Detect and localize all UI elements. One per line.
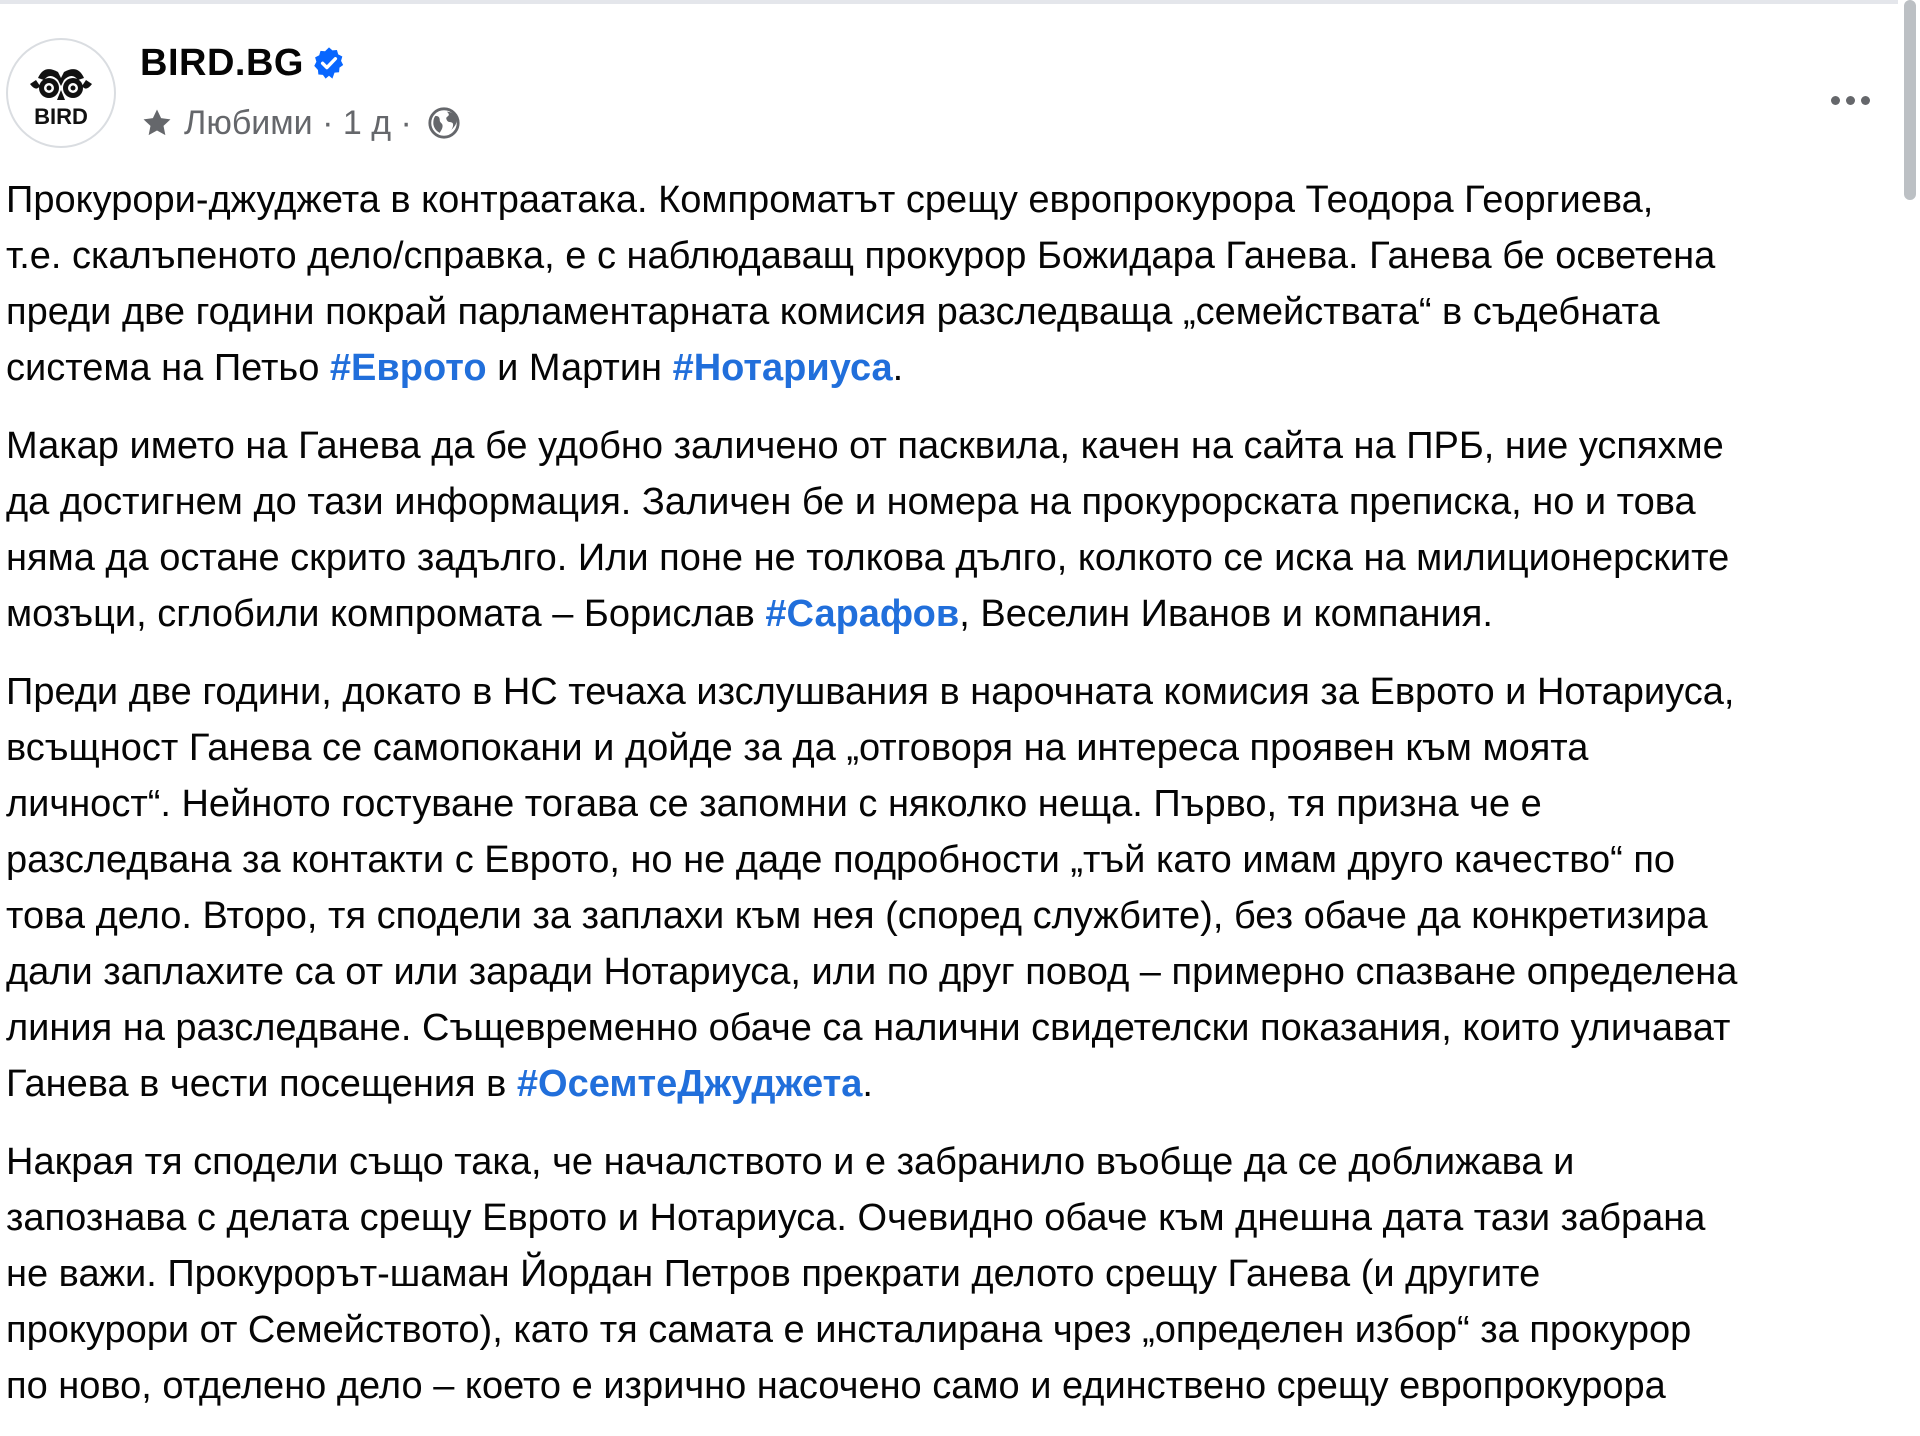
text-line: няма да остане скрито задълго. Или поне не толкова дълго, колкото се иска на милиционерските xyxy=(6,537,1730,579)
page-name-link[interactable]: BIRD.BG xyxy=(140,42,304,84)
text-line: Прокурори-джуджета в контраатака. Компроматът срещу европрокурора Теодора Георгиева, xyxy=(6,179,1654,221)
more-horizontal-icon xyxy=(1831,96,1840,105)
verified-badge-icon xyxy=(312,46,346,80)
hashtag-link[interactable]: #Еврото xyxy=(329,347,487,389)
text-line: това дело. Второ, тя сподели за заплахи към нея (според службите), без обаче да конкретизира xyxy=(6,895,1708,937)
text-line: Накрая тя сподели също така, че началството и е забранило въобще да се доближава и xyxy=(6,1141,1575,1183)
text-line: Преди две години, докато в НС течаха изслушвания в нарочната комисия за Еврото и Нотариуса, xyxy=(6,671,1735,713)
page-avatar[interactable] xyxy=(6,38,116,148)
text-line: система на Петьо #Еврото и Мартин #Нотариуса. xyxy=(6,347,904,389)
text-line: личност“. Нейното гостуване тогава се запомни с няколко неща. Първо, тя призна че е xyxy=(6,783,1542,825)
scrollbar-track[interactable] xyxy=(1898,0,1920,1430)
meta-separator: · xyxy=(312,103,343,142)
svg-text:BIRD: BIRD xyxy=(34,104,88,129)
hashtag-link[interactable]: #Нотариуса xyxy=(672,347,893,389)
post-time-link[interactable]: 1 д xyxy=(342,103,392,142)
text-line: Макар името на Ганева да бе удобно заличено от пасквила, качен на сайта на ПРБ, ние успяхме xyxy=(6,425,1724,467)
text-line: дали заплахите са от или заради Нотариуса, или по друг повод – примерно спазване определена xyxy=(6,951,1738,993)
post-paragraph xyxy=(6,664,1896,1112)
post-body xyxy=(6,172,1896,1436)
post-header xyxy=(0,30,1890,160)
post-meta xyxy=(140,100,461,146)
star-icon xyxy=(140,106,174,140)
text-line: по ново, отделено дело – което е изрично насочено само и единствено срещу европрокурора xyxy=(6,1365,1666,1407)
bird-logo-icon xyxy=(8,40,114,146)
audience-label[interactable]: Любими xyxy=(184,103,313,142)
text-line: не важи. Прокурорът-шаман Йордан Петров прекрати делото срещу Ганева (и другите xyxy=(6,1253,1541,1295)
text-line: преди две години покрай парламентарната комисия разследваща „семействата“ в съдебната xyxy=(6,291,1660,333)
text-line: разследвана за контакти с Еврото, но не даде подробности „тъй като имам друго качество“ по xyxy=(6,839,1676,881)
text-line: да достигнем до тази информация. Заличен бе и номера на прокурорската преписка, но и това xyxy=(6,481,1696,523)
post-paragraph xyxy=(6,418,1896,642)
post-options-button[interactable] xyxy=(1820,70,1880,130)
text-line: прокурори от Семейството), като тя самата е инсталирана чрез „определен избор“ за прокурор xyxy=(6,1309,1692,1351)
hashtag-link[interactable]: #ОсемтеДжуджета xyxy=(516,1063,863,1105)
meta-separator: · xyxy=(391,103,422,142)
text-line: запознава с делата срещу Еврото и Нотариуса. Очевидно обаче към днешна дата тази забрана xyxy=(6,1197,1706,1239)
post-paragraph xyxy=(6,1134,1896,1414)
text-line: мозъци, сглобили компромата – Борислав #Сарафов, Веселин Иванов и компания. xyxy=(6,593,1493,635)
post-paragraph xyxy=(6,172,1896,396)
hashtag-link[interactable]: #Сарафов xyxy=(765,593,960,635)
text-line: Ганева в чести посещения в #ОсемтеДжуджета. xyxy=(6,1063,873,1105)
scrollbar-thumb[interactable] xyxy=(1904,0,1916,200)
text-line: линия на разследване. Същевременно обаче са налични свидетелски показания, които уличават xyxy=(6,1007,1731,1049)
text-line: всъщност Ганева се самопокани и дойде за да „отговоря на интереса проявен към моята xyxy=(6,727,1589,769)
text-line: т.е. скалъпеното дело/справка, е с наблюдаващ прокурор Божидара Ганева. Ганева бе осветена xyxy=(6,235,1716,277)
globe-icon xyxy=(427,106,461,140)
top-border xyxy=(0,0,1920,4)
